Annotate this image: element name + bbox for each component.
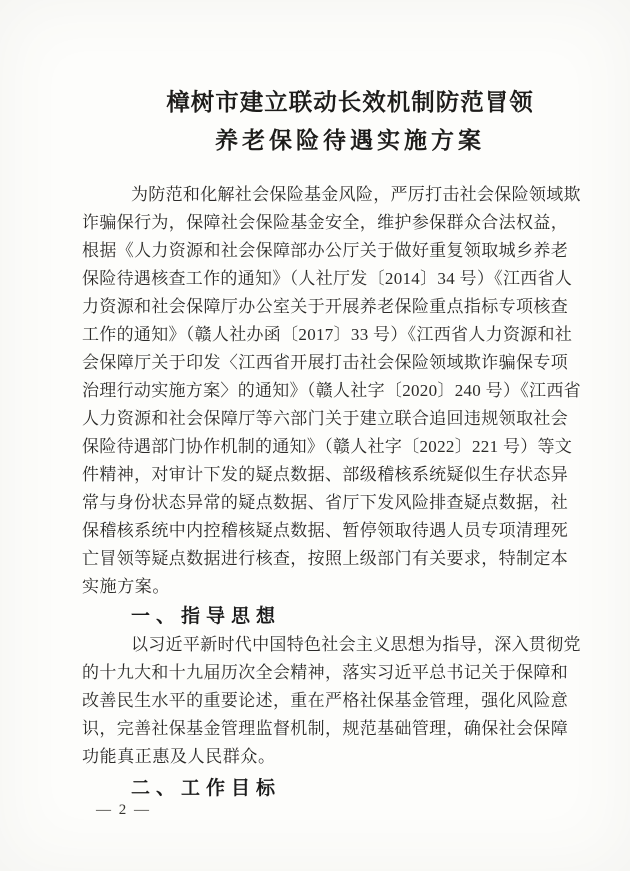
body-line: 保险待遇部门协作机制的通知》（赣人社字〔2022〕221 号）等文: [82, 437, 573, 456]
body-line: 工作的通知》（赣人社办函〔2017〕33 号）《江西省人力资源和社: [82, 325, 573, 344]
page-number: — 2 —: [96, 802, 151, 818]
body-line: 会保障厅关于印发〈江西省开展打击社会保险领域欺诈骗保专项: [82, 353, 568, 372]
body-line: 保稽核系统中内控稽核疑点数据、暂停领取待遇人员专项清理死: [82, 521, 568, 540]
body-line: 常与身份状态异常的疑点数据、省厅下发风险排查疑点数据，社: [82, 493, 568, 512]
section-heading-guiding-ideology: 一、指导思想: [131, 606, 282, 627]
body-line: 亡冒领等疑点数据进行核查，按照上级部门有关要求，特制定本: [82, 549, 568, 568]
body-line: 治理行动实施方案〉的通知》（赣人社字〔2020〕240 号）《江西省: [82, 381, 581, 400]
document-title-line-2: 养老保险待遇实施方案: [215, 128, 485, 153]
body-line: 保险待遇核查工作的通知》（人社厅发〔2014〕34 号）《江西省人: [82, 269, 573, 288]
body-line: 实施方案。: [82, 577, 170, 596]
document-title: [35, 84, 630, 160]
body-line: 的十九大和十九届历次全会精神，落实习近平总书记关于保障和: [82, 663, 568, 682]
preamble-paragraph: [82, 181, 581, 601]
body-line: 为防范和化解社会保险基金风险，严厉打击社会保险领域欺: [131, 185, 581, 204]
guiding-ideology-paragraph: [82, 631, 581, 771]
document-body: [82, 181, 581, 803]
body-line: 以习近平新时代中国特色社会主义思想为指导，深入贯彻党: [131, 635, 581, 654]
body-line: 人力资源和社会保障厅等六部门关于建立联合追回违规领取社会: [82, 409, 568, 428]
body-line: 改善民生水平的重要论述，重在严格社保基金管理，强化风险意: [82, 691, 568, 710]
document-title-line-1: 樟树市建立联动长效机制防范冒领: [166, 90, 534, 116]
body-line: 根据《人力资源和社会保障部办公厅关于做好重复领取城乡养老: [82, 241, 568, 260]
body-line: 力资源和社会保障厅办公室关于开展养老保险重点指标专项核查: [82, 297, 568, 316]
body-line: 识，完善社保基金管理监督机制，规范基础管理，确保社会保障: [82, 719, 568, 738]
section-heading-work-goals: 二、工作目标: [131, 778, 282, 799]
body-line: 件精神，对审计下发的疑点数据、部级稽核系统疑似生存状态异: [82, 465, 568, 484]
body-line: 诈骗保行为，保障社会保险基金安全，维护参保群众合法权益，: [82, 213, 568, 232]
body-line: 功能真正惠及人民群众。: [82, 747, 276, 766]
